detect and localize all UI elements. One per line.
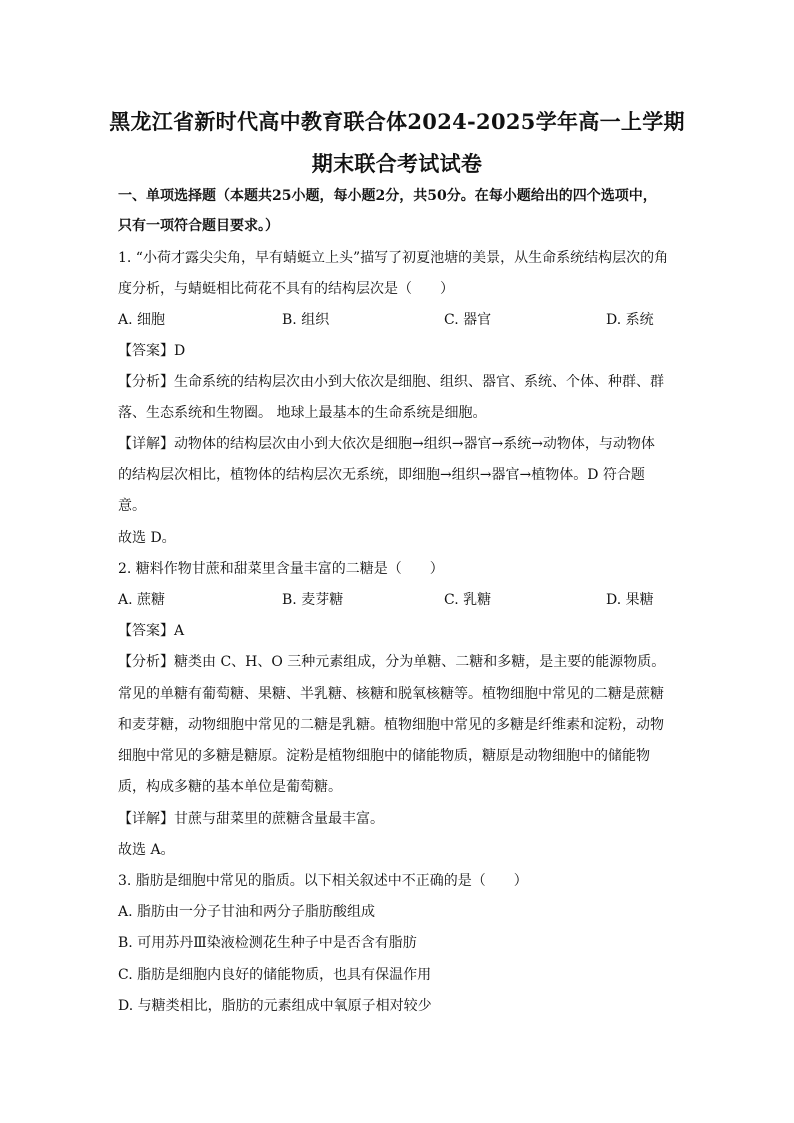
q1-detail-line3: 意。 [118,498,146,514]
q3-option-a: A. 脂肪由一分子甘油和两分子脂肪酸组成 [118,904,376,920]
q2-option-b: B. 麦芽糖 [282,592,344,608]
q3-option-c: C. 脂肪是细胞内良好的储能物质，也具有保温作用 [118,967,432,983]
q2-stem: 2. 糖料作物甘蔗和甜菜里含量丰富的二糖是（ ） [118,561,444,577]
q1-stem-line2: 度分析，与蜻蜓相比荷花不具有的结构层次是（ ） [118,281,454,297]
q3-stem: 3. 脂肪是细胞中常见的脂质。以下相关叙述中不正确的是（ ） [118,873,528,889]
section-heading-line2: 只有一项符合题目要求。） [118,218,279,234]
q2-option-d: D. 果糖 [606,592,654,608]
q1-option-d: D. 系统 [606,312,654,328]
q1-option-b: B. 组织 [282,312,330,328]
q1-detail-line2: 的结构层次相比，植物体的结构层次无系统，即细胞→组织→器官→植物体。D 符合题 [118,467,645,483]
q2-option-c: C. 乳糖 [444,592,492,608]
q1-answer: 【答案】D [118,343,186,359]
q2-option-a: A. 蔗糖 [118,592,166,608]
q2-analysis-line2: 常见的单糖有葡萄糖、果糖、半乳糖、核糖和脱氧核糖等。植物细胞中常见的二糖是蔗糖 [118,686,664,702]
q3-option-d: D. 与糖类相比，脂肪的元素组成中氧原子相对较少 [118,998,432,1014]
q2-detail: 【详解】甘蔗与甜菜里的蔗糖含量最丰富。 [118,811,384,827]
q2-analysis-line1: 【分析】糖类由 C、H、O 三种元素组成，分为单糖、二糖和多糖，是主要的能源物质。 [118,654,666,670]
q1-option-a: A. 细胞 [118,312,166,328]
q1-stem-line1: 1. “小荷才露尖尖角，早有蜻蜓立上头”描写了初夏池塘的美景，从生命系统结构层次的角 [118,250,669,266]
q1-option-c: C. 器官 [444,312,492,328]
q1-choose: 故选 D。 [118,530,176,546]
q2-analysis-line5: 质，构成多糖的基本单位是葡萄糖。 [118,779,342,795]
exam-title-line1: 黑龙江省新时代高中教育联合体2024-2025学年高一上学期 [109,109,685,134]
section-heading-line1: 一、单项选择题（本题共25小题，每小题2分，共50分。在每小题给出的四个选项中， [118,188,657,204]
q1-detail-line1: 【详解】动物体的结构层次由小到大依次是细胞→组织→器官→系统→动物体，与动物体 [118,436,655,452]
q3-option-b: B. 可用苏丹Ⅲ染液检测花生种子中是否含有脂肪 [118,935,417,951]
q2-analysis-line3: 和麦芽糖，动物细胞中常见的二糖是乳糖。植物细胞中常见的多糖是纤维素和淀粉，动物 [118,717,664,733]
q2-analysis-line4: 细胞中常见的多糖是糖原。淀粉是植物细胞中的储能物质，糖原是动物细胞中的储能物 [118,748,650,764]
q2-answer: 【答案】A [118,623,185,639]
q2-choose: 故选 A。 [118,842,175,858]
q1-analysis-line1: 【分析】生命系统的结构层次由小到大依次是细胞、组织、器官、系统、个体、种群、群 [118,374,664,390]
exam-title-line2: 期末联合考试试卷 [311,151,483,176]
q1-analysis-line2: 落、生态系统和生物圈。 地球上最基本的生命系统是细胞。 [118,405,487,421]
